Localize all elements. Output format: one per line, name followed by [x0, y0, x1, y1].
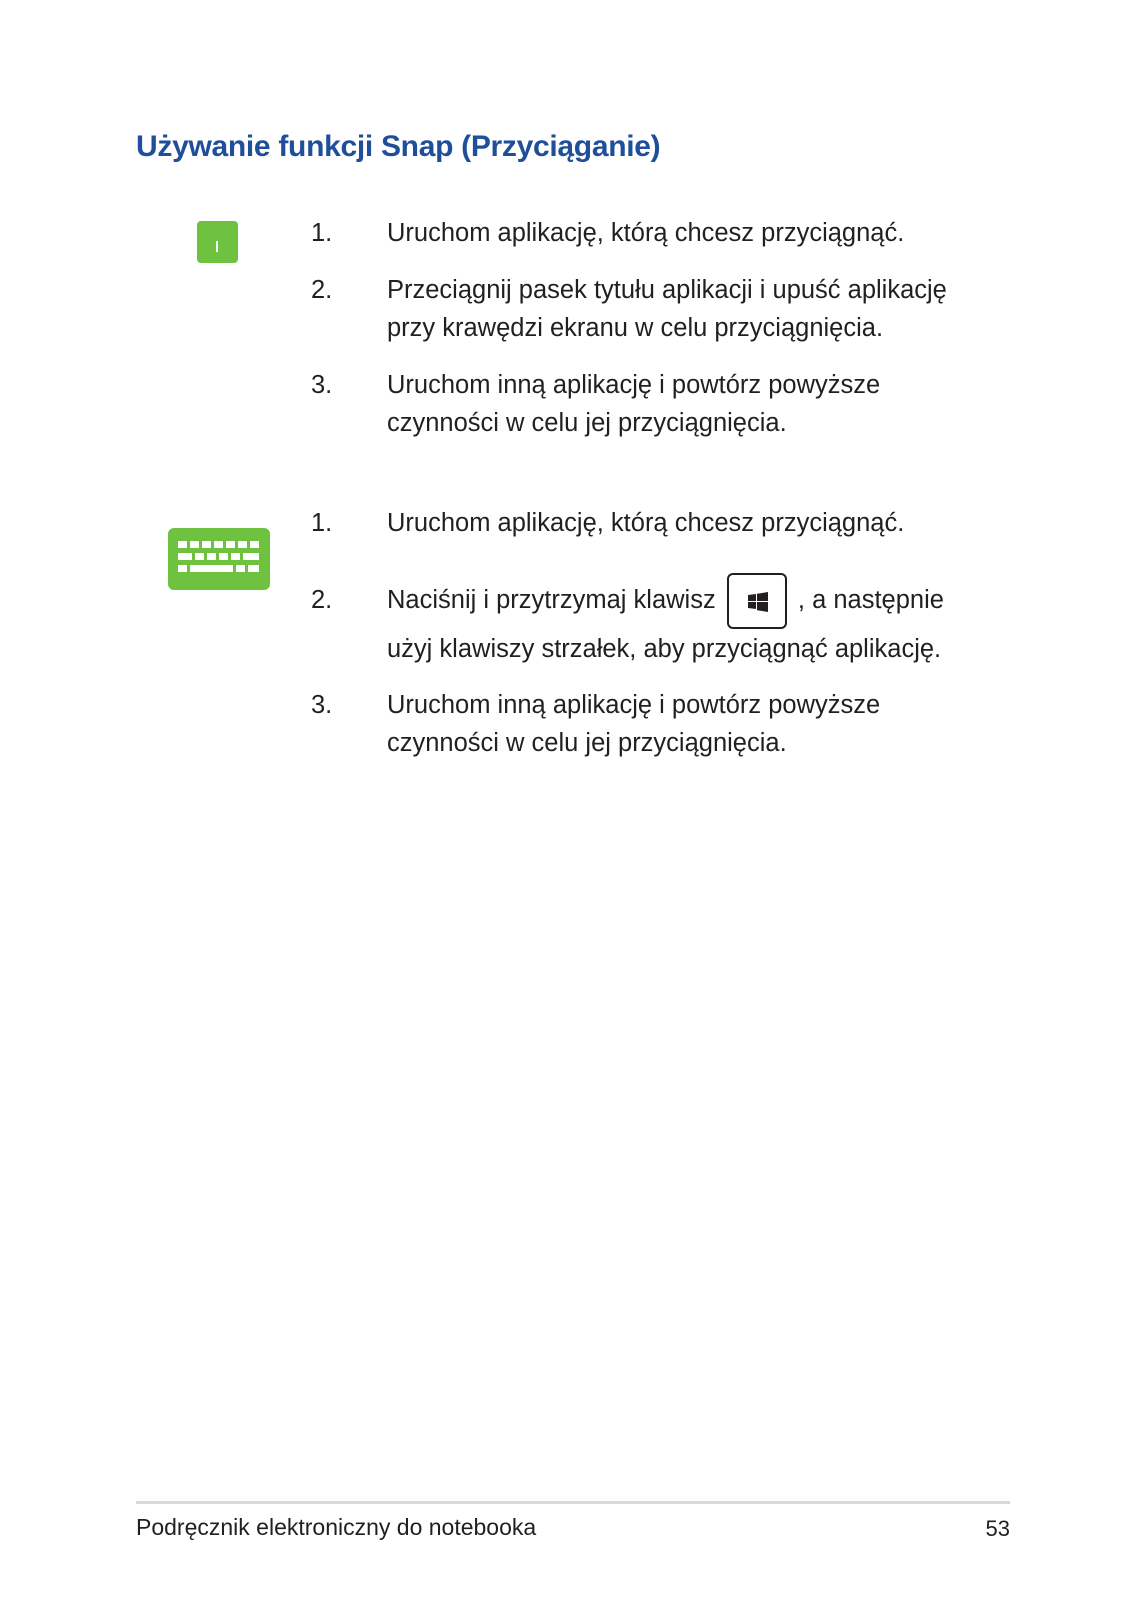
step-text: Przeciągnij pasek tytułu aplikacji i upuść aplikację	[387, 276, 947, 304]
step-number: 3.	[311, 371, 333, 399]
step-text: Naciśnij i przytrzymaj klawisz	[387, 586, 716, 614]
windows-key-icon	[727, 573, 787, 629]
page-number: 53	[985, 1516, 1010, 1541]
step-text: Uruchom inną aplikację i powtórz powyższe	[387, 691, 881, 719]
touch-gesture-icon	[197, 221, 238, 263]
step-text: Uruchom aplikację, którą chcesz przyciągnąć.	[387, 509, 905, 537]
step-number: 1.	[311, 219, 333, 247]
step-number: 3.	[311, 691, 333, 719]
step-text: Uruchom inną aplikację i powtórz powyższe	[387, 371, 881, 399]
keyboard-icon	[168, 528, 270, 590]
step-number: 2.	[311, 586, 333, 614]
step-number: 1.	[311, 509, 333, 537]
section-title: Używanie funkcji Snap (Przyciąganie)	[136, 130, 661, 163]
footer-manual-title: Podręcznik elektroniczny do notebooka	[136, 1514, 537, 1540]
step-text: przy krawędzi ekranu w celu przyciągnięcia.	[387, 314, 884, 342]
step-text: Uruchom aplikację, którą chcesz przyciągnąć.	[387, 219, 905, 247]
step-number: 2.	[311, 276, 333, 304]
step-text: użyj klawiszy strzałek, aby przyciągnąć aplikację.	[387, 635, 942, 663]
footer-divider	[136, 1501, 1010, 1504]
step-text: czynności w celu jej przyciągnięcia.	[387, 409, 787, 437]
step-text: , a następnie	[797, 586, 944, 614]
step-text: czynności w celu jej przyciągnięcia.	[387, 729, 787, 757]
